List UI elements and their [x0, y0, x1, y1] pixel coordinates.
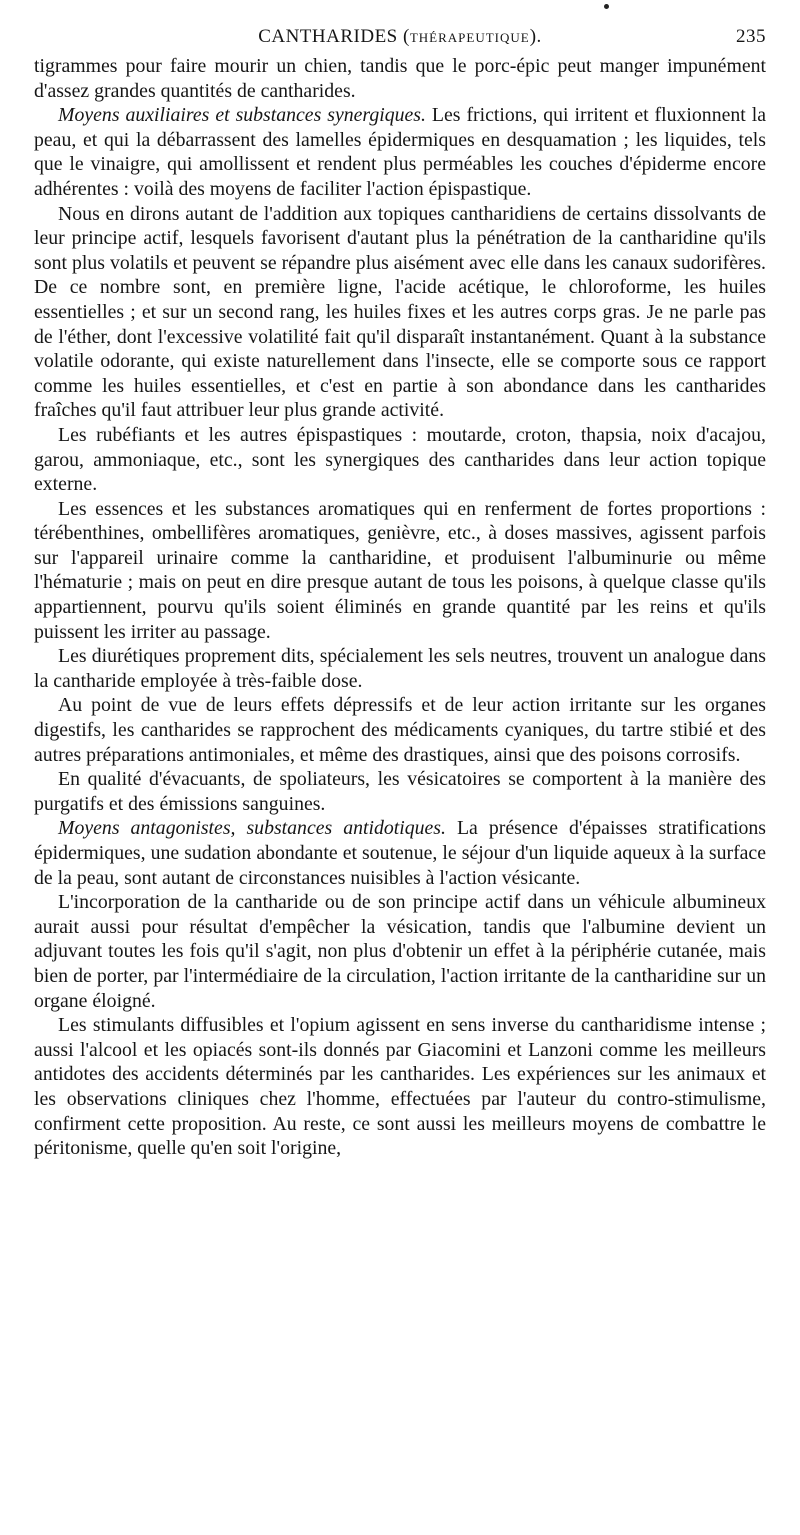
- paragraph-text: En qualité d'évacuants, de spoliateurs, les vésicatoires se comportent à la manière des purgatifs et des émissions sanguines.: [34, 768, 766, 815]
- paragraph-text: Les essences et les substances aromatiques qui en renferment de fortes proportions : térébenthines, ombellifères aromatiques, genièvre, etc., à doses massives, agissent parfois sur l'appareil urinaire comme la cantharidine, et produisent l'albuminurie ou même l'hématurie ; mais on peut en dire presque autant de tous les poisons, à quelque classe qu'ils appartiennent, pourvu qu'ils soient éliminés en grande quantité par les reins et qu'ils puissent les irriter au passage.: [34, 497, 766, 643]
- paragraph: [34, 423, 766, 497]
- running-title-main: CANTHARIDES (: [258, 26, 410, 47]
- paragraph-text: La présence d'épaisses stratifications épidermiques, une sudation abondante et soutenue, le séjour d'un liquide aqueux à la surface de la peau, sont autant de circonstances nuisibles à l'action vésicante.: [34, 817, 766, 889]
- paragraph: [34, 693, 766, 767]
- paragraph-text: Les stimulants diffusibles et l'opium agissent en sens inverse du cantharidisme intense ; aussi l'alcool et les opiacés sont-ils donnés par Giacomini et Lanzoni comme les meilleurs antidotes des accidents déterminés par les cantharides. Les expériences sur les animaux et les observations cliniques chez l'homme, effectuées par l'auteur du contro-stimulisme, confirment cette proposition. Au reste, ce sont aussi les meilleurs moyens de combattre le péritonisme, quelle qu'en soit l'origine,: [34, 1014, 766, 1160]
- ink-speck: [604, 4, 609, 9]
- paragraph: [34, 816, 766, 890]
- paragraph-text: tigrammes pour faire mourir un chien, tandis que le porc-épic peut manger impunément d'assez grandes quantités de cantharides.: [34, 55, 766, 102]
- section-heading-synergiques: Moyens auxiliaires et substances synergiques.: [58, 104, 426, 127]
- paragraph-continued: [34, 54, 766, 103]
- running-title-end: ).: [529, 26, 542, 47]
- paragraph-text: Nous en dirons autant de l'addition aux topiques cantharidiens de certains dissolvants de leur principe actif, lesquels favorisent d'autant plus la pénétration de la cantharidine qu'ils sont plus volatils et peuvent se répandre plus aisément avec elle dans les canaux sudorifères. De ce nombre sont, en première ligne, l'acide acétique, le chloroforme, les huiles essentielles ; et sur un second rang, les huiles fixes et les autres corps gras. Je ne parle pas de l'éther, dont l'excessive volatilité fait qu'il disparaît instantanément. Quant à la substance volatile odorante, qui existe naturellement dans l'insecte, elle se comporte sous ce rapport comme les huiles essentielles, et c'est en partie à son abondance dans les cantharides fraîches qu'il faut attribuer leur plus grande activité.: [34, 202, 766, 422]
- section-heading-antidotiques: Moyens antagonistes, substances antidotiques.: [58, 817, 446, 840]
- paragraph-text: Les rubéfiants et les autres épispastiques : moutarde, croton, thapsia, noix d'acajou, garou, ammoniaque, etc., sont les synergiques des cantharides dans leur action topique externe.: [34, 423, 766, 496]
- running-head: [34, 26, 766, 52]
- paragraph: [34, 767, 766, 816]
- page-number: 235: [736, 26, 766, 47]
- paragraph-text: Les frictions, qui irritent et fluxionnent la peau, et qui la débarrassent des lamelles épidermiques en desquamation ; les liquides, tels que le vinaigre, qui amollissent et rendent plus perméables les couches d'épiderme encore adhérentes : voilà des moyens de faciliter l'action épispastique.: [34, 104, 766, 200]
- paragraph-text: Les diurétiques proprement dits, spécialement les sels neutres, trouvent un analogue dans la cantharide employée à très-faible dose.: [34, 645, 766, 692]
- paragraph: [34, 497, 766, 645]
- paragraph: [34, 644, 766, 693]
- paragraph-text: L'incorporation de la cantharide ou de son principe actif dans un véhicule albumineux aurait aussi pour résultat d'empêcher la vésication, tandis que l'albumine devient un adjuvant toutes les fois qu'il s'agit, non plus d'obtenir un effet à la périphérie cutanée, mais bien de porter, par l'intermédiaire de la circulation, l'action irritante de la cantharidine sur un organe éloigné.: [34, 891, 766, 1012]
- paragraph: [34, 202, 766, 423]
- paragraph: [34, 890, 766, 1013]
- book-page: [34, 26, 766, 1161]
- paragraph: [34, 1013, 766, 1161]
- running-title-subtitle: THÉRAPEUTIQUE: [409, 30, 530, 45]
- body-text: [34, 54, 766, 1161]
- paragraph: [34, 103, 766, 201]
- paragraph-text: Au point de vue de leurs effets dépressifs et de leur action irritante sur les organes digestifs, les cantharides se rapprochent des médicaments cyaniques, du tartre stibié et des autres préparations antimoniales, et même des drastiques, ainsi que des poisons corrosifs.: [34, 694, 766, 766]
- running-title: [34, 26, 766, 48]
